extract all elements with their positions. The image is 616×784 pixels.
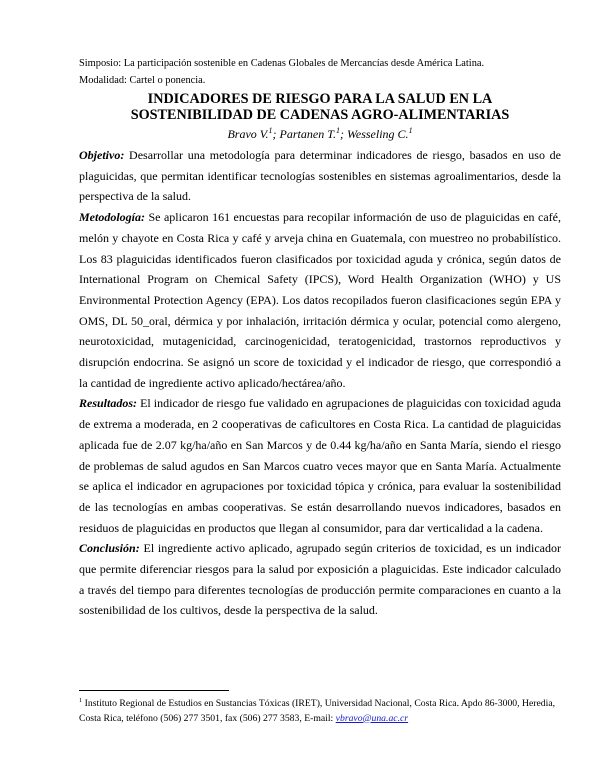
document-page: [79, 55, 561, 621]
footnote-divider: [79, 690, 229, 691]
conclusion-label: Conclusión:: [79, 541, 140, 556]
resultados-label: Resultados:: [79, 396, 138, 411]
conclusion-text: El ingrediente activo aplicado, agrupado según criterios de toxicidad, es un indicador que permite diferenciar riesgos para la salud por exposición a plaguicidas. Este indicador calculado a través del tiempo para diferentes tecnologías de producción permite comparaciones en cuanto a la sostenibilidad de los cultivos, desde la perspectiva de la salud.: [79, 541, 561, 618]
section-conclusion: [79, 538, 561, 621]
section-objetivo: [79, 145, 561, 207]
footnote-marker: 1: [79, 696, 83, 704]
title-line-1: INDICADORES DE RIESGO PARA LA SALUD EN LA: [147, 91, 493, 107]
author-1: Bravo V.$^1$;: [227, 126, 280, 141]
section-resultados: [79, 393, 561, 538]
document-title: [79, 91, 561, 123]
section-metodologia: [79, 207, 561, 393]
abstract-body: [79, 145, 561, 621]
symposium-line: Simposio: La participación sostenible en Cadenas Globales de Mercancías desde América Latina.: [79, 58, 485, 69]
metodologia-label: Metodología:: [79, 210, 145, 225]
objetivo-label: Objetivo:: [79, 148, 125, 162]
objetivo-text: Desarrollar una metodología para determinar indicadores de riesgo, basados en uso de plaguicidas, que permitan identificar tecnologías sostenibles en sistemas agroalimentarios, desde la perspectiva de la salud.: [79, 148, 562, 204]
modality-line: Modalidad: Cartel o ponencia.: [79, 75, 206, 86]
footnote-email-link[interactable]: vbravo@una.ac.cr: [335, 712, 409, 724]
author-2: Partanen T.$^1$;: [279, 126, 347, 141]
resultados-text: El indicador de riesgo fue validado en agrupaciones de plaguicidas con toxicidad aguda de extrema a moderada, en 2 cooperativas de caficultores en Costa Rica. La cantidad de plaguicidas aplicada fue de 2.07 kg/ha/año en San Marcos y de 0.44 kg/ha/año en Santa María, siendo el riesgo de problemas de salud agudos en San Marcos cuatro veces mayor que en Santa María. Actualmente se aplica el indicador en agrupaciones por toxicidad tópica y crónica, para evaluar la sostenibilidad de las tecnologías en ambas cooperativas. Se están desarrollando nuevos indicadores, basados en residuos de plaguicidas en productos que llegan al consumidor, para dar verticalidad a la cadena.: [79, 396, 562, 535]
footnote-text: Instituto Regional de Estudios en Sustancias Tóxicas (IRET), Universidad Nacional, Costa Rica. Apdo 86-3000, Heredia, Costa Rica, teléfono (506) 277 3501, fax (506) 277 3583, E-mail:: [79, 698, 556, 724]
title-line-2: SOSTENIBILIDAD DE CADENAS AGRO-ALIMENTARIAS: [130, 107, 510, 123]
author-list: [79, 126, 561, 142]
author-3: Wesseling C.$^1$: [347, 126, 413, 141]
footnote: [79, 697, 561, 726]
metodologia-text: Se aplicaron 161 encuestas para recopilar información de uso de plaguicidas en café, melón y chayote en Costa Rica y café y arveja china en Guatemala, con muestreo no probabilístico. Los 83 plaguicidas identificados fueron clasificados por toxicidad aguda y crónica, según datos de International Program on Chemical Safety (IPCS), Word Health Organization (WHO) y US Environmental Protection Agency (EPA). Los datos recopilados fueron clasificaciones según EPA y OMS, DL 50_oral, dérmica y por inhalación, irritación dérmica y ocular, potencial como alergeno, neurotoxicidad, mutagenicidad, carcinogenicidad, teratogenicidad, trastornos reproductivos y disrupción endocrina. Se asignó un score de toxicidad y el indicador de riesgo, que correspondió a la cantidad de ingrediente activo aplicado/hectárea/año.: [79, 210, 562, 390]
